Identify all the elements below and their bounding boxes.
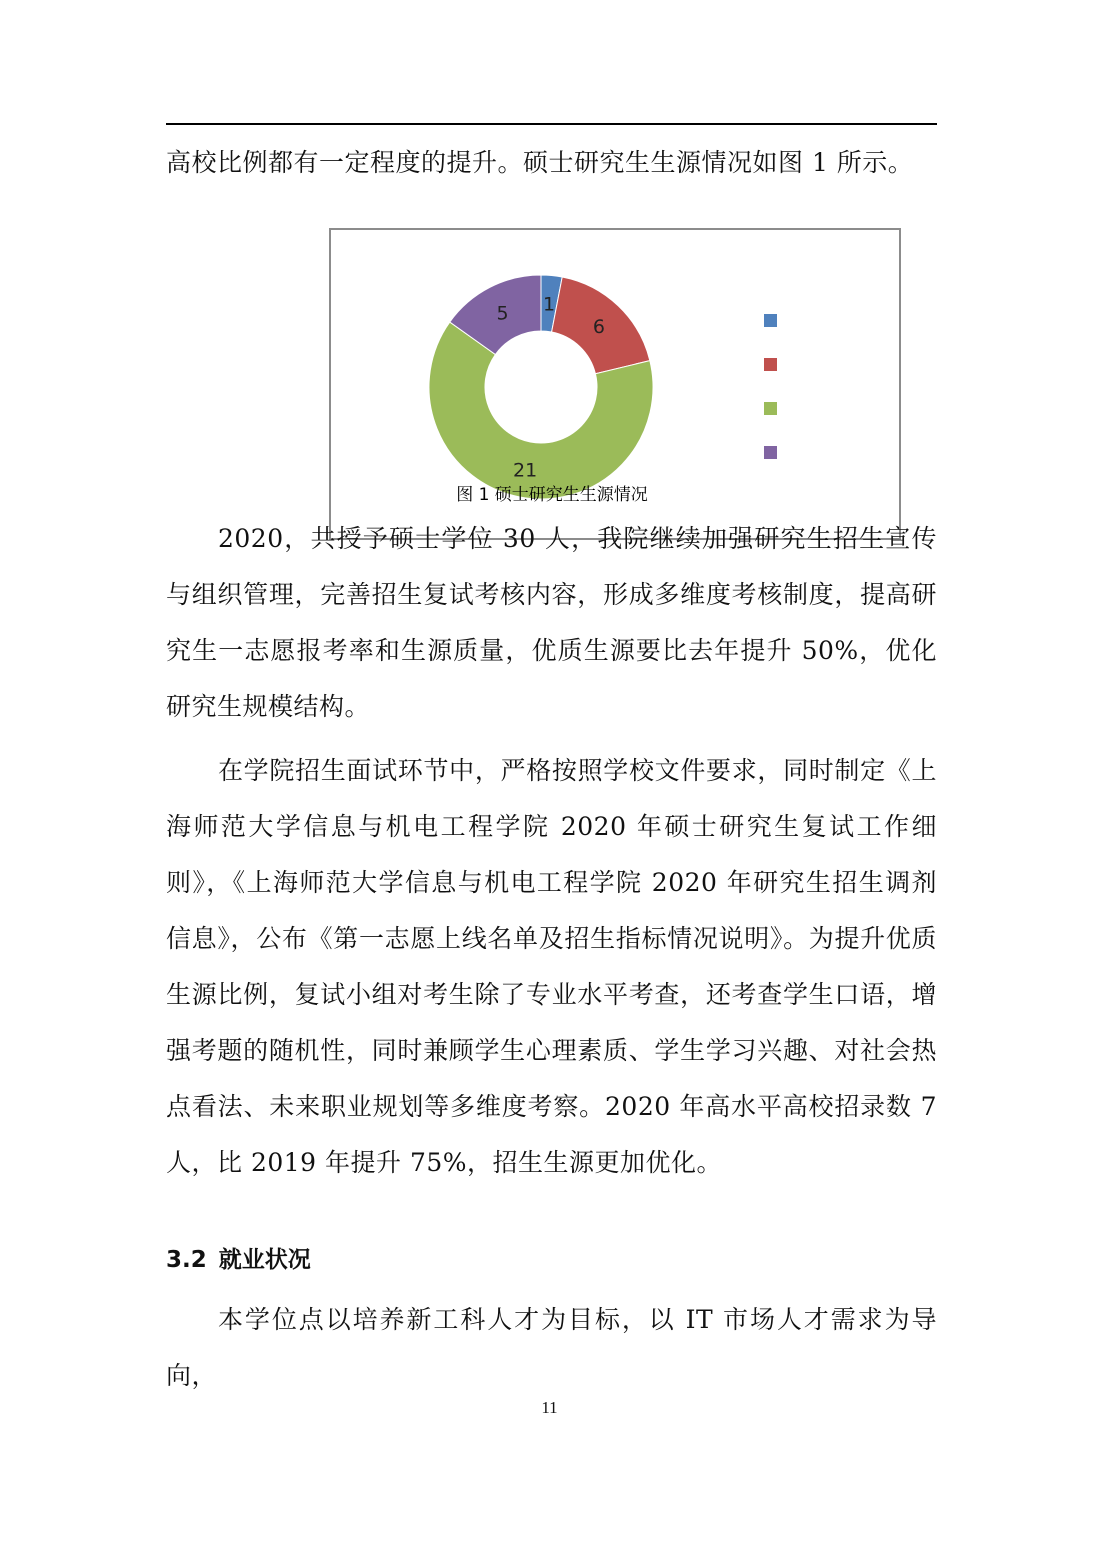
- page-number: 11: [541, 1398, 558, 1417]
- paragraph-interview: 在学院招生面试环节中，严格按照学校文件要求，同时制定《上海师范大学信息与机电工程学院 2020 年硕士研究生复试工作细则》，《上海师范大学信息与机电工程学院 2020 年研究生招生调剂信息》，公布《第一志愿上线名单及招生指标情况说明》。为提升优质生源比例，复试小组对考生除了专业水平考查，还考查学生口语，增强考题的随机性，同时兼顾学生心理素质、学生学习兴趣、对社会热点看法、未来职业规划等多维度考察。2020 年高水平高校招录数 7 人，比 2019 年提升 75%，招生生源更加优化。: [166, 756, 937, 1177]
- slice-label-2: 21: [513, 459, 538, 482]
- section-number: 3.2: [166, 1247, 207, 1273]
- legend-swatch-1: [764, 358, 777, 371]
- legend-swatch-3: [764, 446, 777, 459]
- slice-label-3: 5: [496, 302, 509, 325]
- slice-label-0: 1: [542, 293, 556, 316]
- section-heading: [166, 1240, 311, 1280]
- paragraph-employment: 本学位点以培养新工科人才为目标，以 IT 市场人才需求为导向，: [166, 1305, 937, 1390]
- paragraph-degrees: 2020，共授予硕士学位 30 人，我院继续加强研究生招生宣传与组织管理，完善招生复试考核内容，形成多维度考核制度，提高研究生一志愿报考率和生源质量，优质生源要比去年提升 50%，优化研究生规模结构。: [166, 524, 937, 721]
- section-title-text: 就业状况: [218, 1247, 311, 1273]
- chart-title: 图 1 硕士研究生生源情况: [456, 485, 648, 505]
- legend-swatch-0: [764, 314, 777, 327]
- paragraph-intro: 高校比例都有一定程度的提升。硕士研究生生源情况如图 1 所示。: [166, 148, 914, 177]
- legend-swatch-2: [764, 402, 777, 415]
- figure-1-chart: [329, 228, 901, 540]
- header-rule: [166, 123, 937, 125]
- donut-chart-svg: [331, 230, 899, 538]
- slice-label-1: 6: [592, 316, 606, 339]
